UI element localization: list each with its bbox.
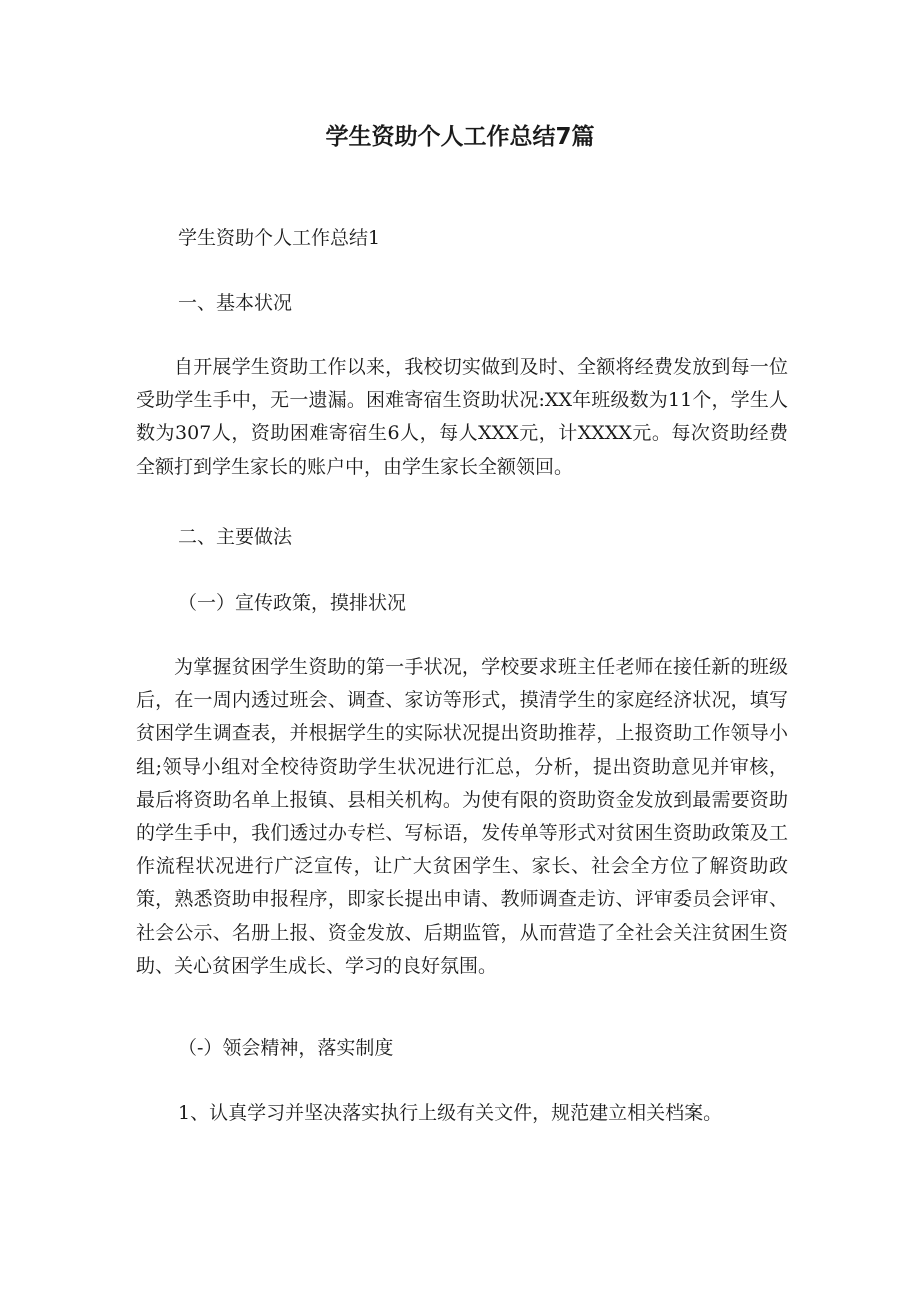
section-heading-basic-status: 一、基本状况: [178, 292, 293, 314]
document-subtitle: 学生资助个人工作总结1: [178, 227, 381, 249]
section-heading-main-practices: 二、主要做法: [178, 526, 293, 548]
document-title: 学生资助个人工作总结7篇: [325, 124, 595, 150]
list-item-1: 1、认真学习并坚决落实执行上级有关文件，规范建立相关档案。: [178, 1102, 723, 1124]
paragraph-basic-status: 自开展学生资助工作以来，我校切实做到及时、全额将经费发放到每一位受助学生手中，无一遗漏。困难寄宿生资助状况:XX年班级数为11个，学生人数为307人，资助困难寄宿生6人，每人XXX元，计XXXX元。每次资助经费全额打到学生家长的账户中，由学生家长全额领回。: [136, 356, 788, 478]
paragraph-policy-publicity: 为掌握贫困学生资助的第一手状况，学校要求班主任老师在接任新的班级后，在一周内透过班会、调查、家访等形式，摸清学生的家庭经济状况，填写贫困学生调查表，并根据学生的实际状况提出资助推荐，上报资助工作领导小组;领导小组对全校待资助学生状况进行汇总，分析，提出资助意见并审核，最后将资助名单上报镇、县相关机构。为使有限的资助资金发放到最需要资助的学生手中，我们透过办专栏、写标语，发传单等形式对贫困生资助政策及工作流程状况进行广泛宣传，让广大贫困学生、家长、社会全方位了解资助政策，熟悉资助申报程序，即家长提出申请、教师调查走访、评审委员会评审、社会公示、名册上报、资金发放、后期监管，从而营造了全社会关注贫困生资助、关心贫困学生成长、学习的良好氛围。: [136, 656, 788, 977]
subsection-heading-implement-system: （-）领会精神，落实制度: [178, 1037, 394, 1059]
subsection-heading-policy-publicity: （一）宣传政策，摸排状况: [178, 592, 407, 614]
